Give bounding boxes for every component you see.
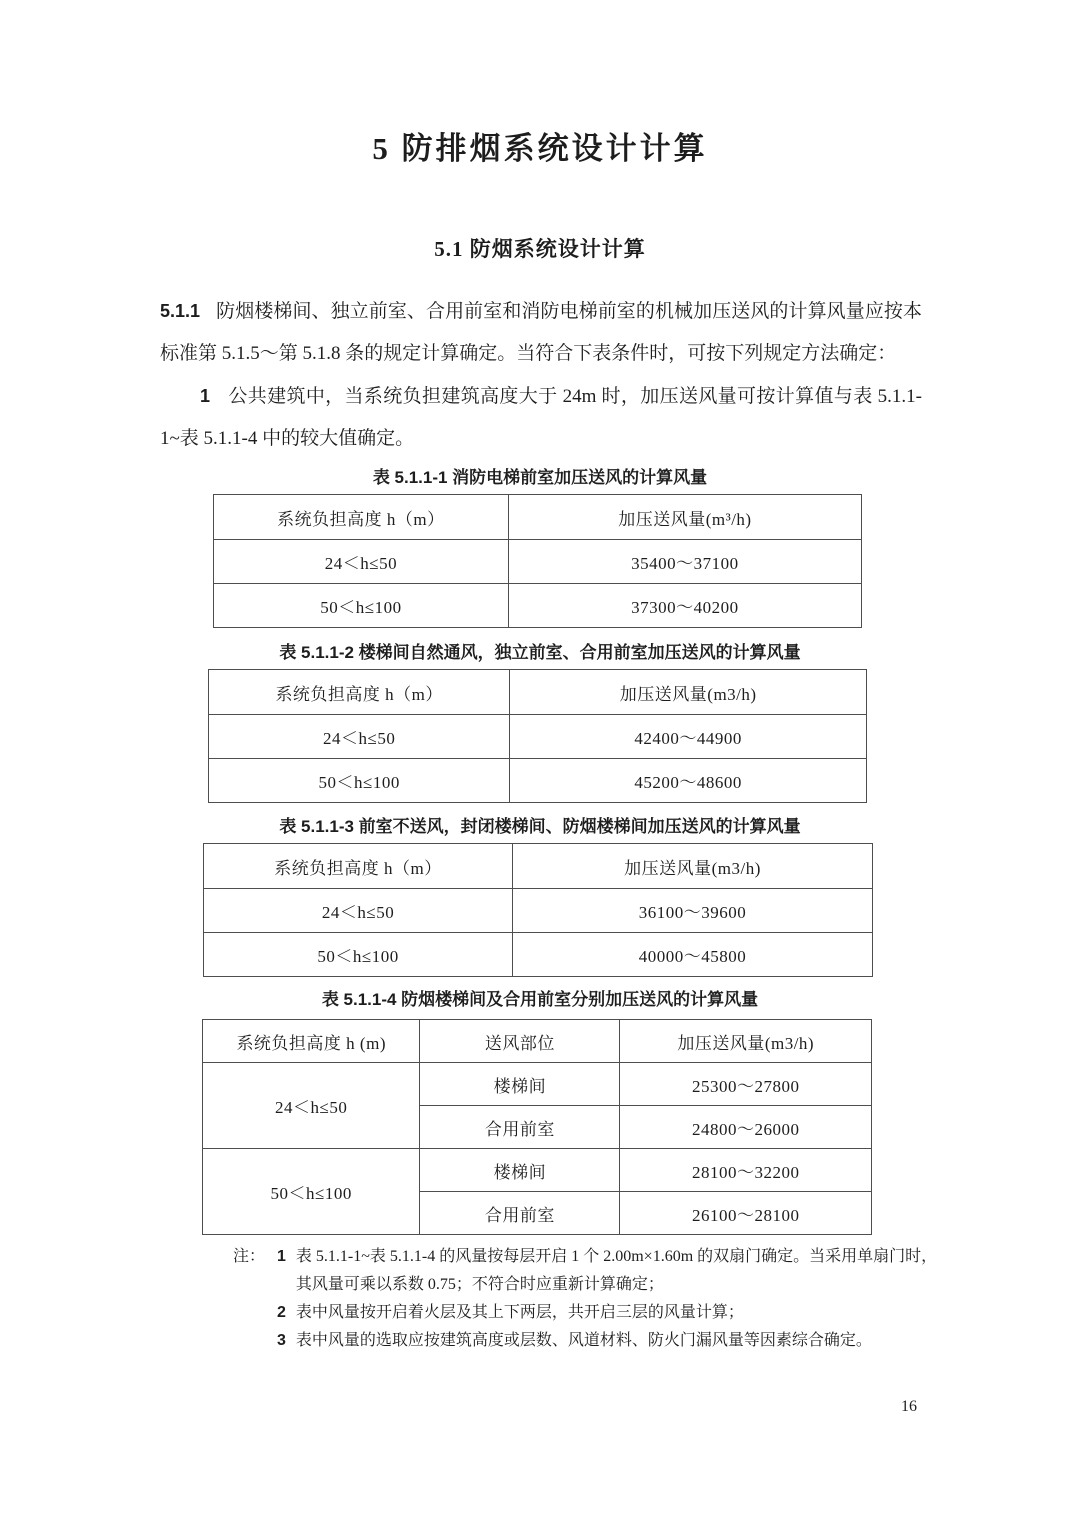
table-5-1-1-1 — [213, 494, 862, 628]
table-cell: 45200～48600 — [510, 759, 867, 803]
note-text: 表中风量按开启着火层及其上下两层，共开启三层的风量计算； — [295, 1304, 744, 1321]
column-header: 加压送风量(m3/h) — [620, 1020, 872, 1063]
clause-5-1-1 — [160, 290, 922, 375]
table-cell: 50＜h≤100 — [204, 933, 513, 977]
table-cell: 楼梯间 — [420, 1063, 620, 1106]
column-header: 加压送风量(m3/h) — [510, 670, 867, 715]
column-header: 加压送风量(m³/h) — [508, 495, 861, 540]
column-header: 送风部位 — [420, 1020, 620, 1063]
notes-label-spacer — [233, 1299, 277, 1327]
table-cell: 35400～37100 — [508, 540, 861, 584]
table-cell: 36100～39600 — [513, 889, 873, 933]
item-text: 公共建筑中，当系统负担建筑高度大于 24m 时，加压送风量可按计算值与表 5.1.1-1~表 5.1.1-4 中的较大值确定。 — [160, 386, 922, 449]
notes-label-spacer — [233, 1327, 277, 1355]
table-cell: 40000～45800 — [513, 933, 873, 977]
table-5-1-1-1-caption: 表 5.1.1-1 消防电梯前室加压送风的计算风量 — [372, 468, 708, 487]
table-cell: 50＜h≤100 — [209, 759, 510, 803]
table-cell: 24＜h≤50 — [214, 540, 509, 584]
table-cell: 50＜h≤100 — [203, 1149, 420, 1235]
table-cell: 合用前室 — [420, 1106, 620, 1149]
page-number: 16 — [901, 1398, 917, 1415]
notes-label: 注： — [233, 1248, 266, 1265]
table-cell: 42400～44900 — [510, 715, 867, 759]
clause-item-1 — [160, 375, 922, 460]
note-text: 表 5.1.1-1~表 5.1.1-4 的风量按每层开启 1 个 2.00m×1.60m 的双扇门确定。当采用单扇门时，其风量可乘以系数 0.75；不符合时应重新计算确定； — [295, 1248, 938, 1293]
column-header: 系统负担高度 h（m） — [204, 844, 513, 889]
note-item — [233, 1299, 952, 1327]
table-cell: 合用前室 — [420, 1192, 620, 1235]
chapter-title: 5 防排烟系统设计计算 — [372, 131, 708, 166]
table-5-1-1-3 — [203, 843, 873, 977]
table-5-1-1-2 — [208, 669, 867, 803]
table-cell: 24800～26000 — [620, 1106, 872, 1149]
column-header: 系统负担高度 h (m) — [203, 1020, 420, 1063]
table-5-1-1-4-caption: 表 5.1.1-4 防烟楼梯间及合用前室分别加压送风的计算风量 — [321, 990, 759, 1009]
note-number: 2 — [277, 1304, 286, 1321]
table-5-1-1-2-caption: 表 5.1.1-2 楼梯间自然通风，独立前室、合用前室加压送风的计算风量 — [279, 643, 801, 662]
note-item — [233, 1327, 952, 1355]
item-number: 1 — [200, 386, 211, 406]
section-title: 5.1 防烟系统设计计算 — [434, 237, 646, 261]
clause-text: 防烟楼梯间、独立前室、合用前室和消防电梯前室的机械加压送风的计算风量应按本标准第 5.1.5～第 5.1.8 条的规定计算确定。当符合下表条件时，可按下列规定方法确定： — [160, 301, 922, 364]
table-cell: 楼梯间 — [420, 1149, 620, 1192]
table-cell: 24＜h≤50 — [204, 889, 513, 933]
clause-number: 5.1.1 — [160, 301, 201, 321]
table-cell: 24＜h≤50 — [209, 715, 510, 759]
column-header: 系统负担高度 h（m） — [214, 495, 509, 540]
table-notes — [233, 1243, 952, 1355]
note-text: 表中风量的选取应按建筑高度或层数、风道材料、防火门漏风量等因素综合确定。 — [295, 1332, 872, 1349]
column-header: 系统负担高度 h（m） — [209, 670, 510, 715]
column-header: 加压送风量(m3/h) — [513, 844, 873, 889]
table-cell: 28100～32200 — [620, 1149, 872, 1192]
table-cell: 37300～40200 — [508, 584, 861, 628]
note-number: 3 — [277, 1332, 286, 1349]
table-cell: 26100～28100 — [620, 1192, 872, 1235]
table-5-1-1-3-caption: 表 5.1.1-3 前室不送风，封闭楼梯间、防烟楼梯间加压送风的计算风量 — [279, 817, 801, 836]
table-cell: 50＜h≤100 — [214, 584, 509, 628]
note-item — [233, 1243, 952, 1299]
note-number: 1 — [277, 1248, 286, 1265]
table-cell: 24＜h≤50 — [203, 1063, 420, 1149]
table-cell: 25300～27800 — [620, 1063, 872, 1106]
table-5-1-1-4 — [202, 1019, 872, 1235]
